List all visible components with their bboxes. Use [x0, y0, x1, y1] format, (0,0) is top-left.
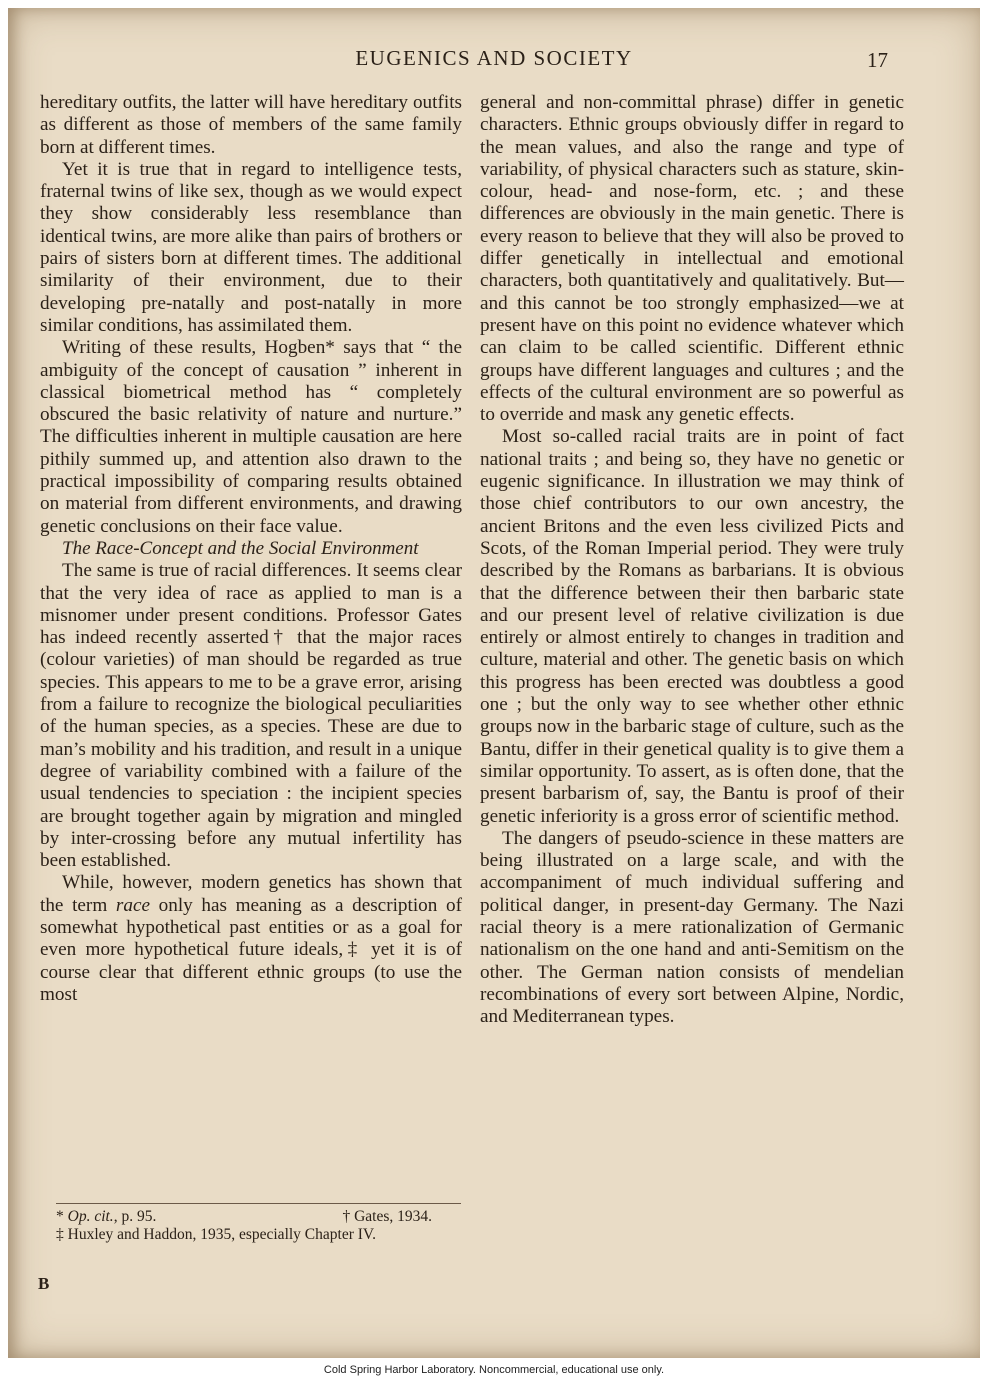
- signature-mark: B: [38, 1274, 50, 1293]
- paragraph: general and non-committal phrase) differ in genetic characters. Ethnic groups obviously differ in regard to the mean values, and also the range and type of variability, of physical characters such as stature, skin-colour, head- and nose-form, etc. ; and these differences are obviously in the main genetic. There is every reason to believe that they will also be proved to differ genetically in intellectual and emotional characters, both quantitatively and qualitatively. But—and this cannot be too strongly emphasized—we at present have on this point no evidence whatever which can claim to be called scientific. Different ethnic groups have different languages and cultures ; and the effects of the cultural environment are so powerful as to override and mask any genetic effects.: [480, 92, 904, 426]
- left-column: [40, 92, 462, 1006]
- footnote-3: ‡ Huxley and Haddon, 1935, especially Chapter IV.: [56, 1226, 376, 1243]
- running-head: EUGENICS AND SOCIETY: [355, 46, 633, 70]
- paragraph: The same is true of racial differences. It seems clear that the very idea of race as applied to man is a misnomer under present conditions. Professor Gates has indeed recently asserted† that the major races (colour varieties) of man should be regarded as true species. This appears to me to be a grave error, arising from a failure to recognize the biological peculiarities of the human species, as a species. These are due to man’s mobility and his tradition, and result in a unique degree of variability combined with a failure of the usual tendencies to speciation : the incipient species are brought together again by migration and mingled by inter-crossing before any mutual infertility has been established.: [40, 560, 462, 872]
- paragraph: hereditary outfits, the latter will have hereditary outfits as different as those of members of the same family born at different times.: [40, 92, 462, 158]
- footnote-page: , p. 95.: [113, 1208, 157, 1225]
- footnote-citation: Op. cit.: [67, 1208, 114, 1225]
- section-heading: The Race-Concept and the Social Environment: [62, 537, 419, 559]
- paragraph: Most so-called racial traits are in point of fact national traits ; and being so, they have no genetic or eugenic significance. In illustration we may think of those chief contributors to our own ancestry, the ancient Britons and the even less civilized Picts and Scots, of the Roman Imperial period. They were truly described by the Romans as barbarians. It is obvious that the difference between their then barbaric state and our present level of relative civilization is due entirely or almost entirely to changes in tradition and culture, material and other. The genetic basis on which this progress has been erected was doubtless a good one ; but the only way to see whether other ethnic groups now in the barbaric stage of culture, such as the Bantu, differ in their genetical quality is to give them a similar opportunity. To assert, as is often done, that the present barbarism of, say, the Bantu is proof of their genetic inferiority is a gross error of scientific method.: [480, 426, 904, 827]
- paragraph: The dangers of pseudo-science in these matters are being illustrated on a large scale, and with the accompaniment of much individual suffering and political danger, in present-day Germany. The Nazi racial theory is a mere rationalization of Germanic nationalism on the one hand and anti-Semitism on the other. The German nation consists of mendelian recombinations of every sort between Alpine, Nordic, and Mediterranean types.: [480, 827, 904, 1028]
- text-run: While, however, modern genetics has shown that the term: [40, 872, 462, 916]
- right-column: [480, 92, 904, 1028]
- footnote-2: † Gates, 1934.: [342, 1208, 432, 1225]
- footnote-row: [56, 1208, 468, 1226]
- paragraph: [40, 872, 462, 1006]
- footnotes: [56, 1208, 468, 1244]
- footnote-mark: *: [56, 1208, 68, 1225]
- italic-term: race: [115, 894, 150, 916]
- paragraph: Writing of these results, Hogben* says that “ the ambiguity of the concept of causation ” inherent in classical biometrical method has “ completely obscured the basic relativity of nature and nurture.” The difficulties inherent in multiple causation are here pithily summed up, and attention also drawn to the practical impossibility of comparing results obtained on material from different environments, and drawing genetic conclusions on their face value.: [40, 337, 462, 537]
- paragraph: Yet it is true that in regard to intelligence tests, fraternal twins of like sex, though as we would expect they show considerably less resemblance than identical twins, are more alike than pairs of brothers or pairs of sisters born at different times. The additional similarity of their environment, due to their developing pre-natally and post-natally in more similar conditions, has assimilated them.: [40, 158, 462, 336]
- footnote-rule: [56, 1203, 461, 1204]
- book-page: [8, 8, 980, 1358]
- credit-line: Cold Spring Harbor Laboratory. Noncommercial, educational use only.: [323, 1364, 665, 1376]
- text-run: only has meaning as a description of somewhat hypothetical past entities or as a goal for even more hypothetical future ideals,‡ yet it is of course clear that different ethnic groups (to use the most: [40, 894, 462, 1005]
- page-number: 17: [867, 48, 888, 72]
- footnote-1: [56, 1208, 156, 1226]
